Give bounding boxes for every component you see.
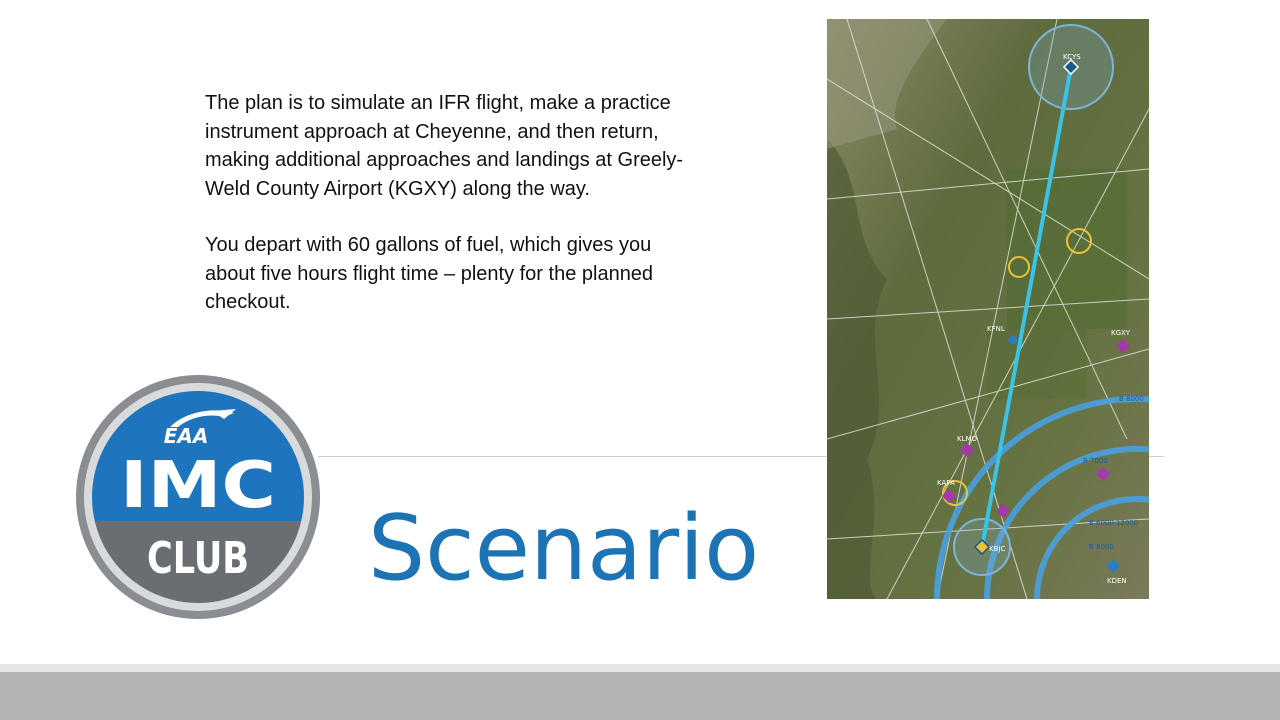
map-label-class-b-2: B 8000 <box>1119 395 1144 403</box>
logo-club-text: CLUB <box>147 533 249 584</box>
map-label-airport-1: KFNL <box>987 325 1005 333</box>
map-label-airport-3: KLMO <box>957 435 978 443</box>
eaa-imc-club-logo <box>74 373 322 621</box>
map-label-class-b-4: B 8000 <box>1089 543 1114 551</box>
paragraph-fuel: You depart with 60 gallons of fuel, which gives you about five hours flight time – plenty for the planned checkout. <box>205 234 654 313</box>
paragraph-plan: The plan is to simulate an IFR flight, make a practice instrument approach at Cheyenne, and then return, making additional approaches and landings at Greely-Weld County Airport (KGXY) along the way. <box>205 92 684 200</box>
map-label-destination: KCYS <box>1063 53 1081 61</box>
map-label-airport-4: KAPA <box>937 479 955 487</box>
sectional-chart-map <box>827 19 1149 599</box>
body-text <box>205 89 685 317</box>
logo-imc-text: IMC <box>120 449 276 523</box>
map-label-airport-2: KGXY <box>1111 329 1131 337</box>
slide-title: Scenario <box>368 496 760 601</box>
footer-accent-bar <box>0 664 1280 672</box>
footer-bar <box>0 672 1280 720</box>
map-label-class-b-3: B 6000 12000 <box>1089 519 1139 527</box>
map-label-class-b-1: B 7000 <box>1083 457 1108 465</box>
map-label-origin: KBJC <box>989 545 1006 553</box>
map-label-airport-5: KDEN <box>1107 577 1127 585</box>
logo-eaa-text: EAA <box>163 424 209 448</box>
